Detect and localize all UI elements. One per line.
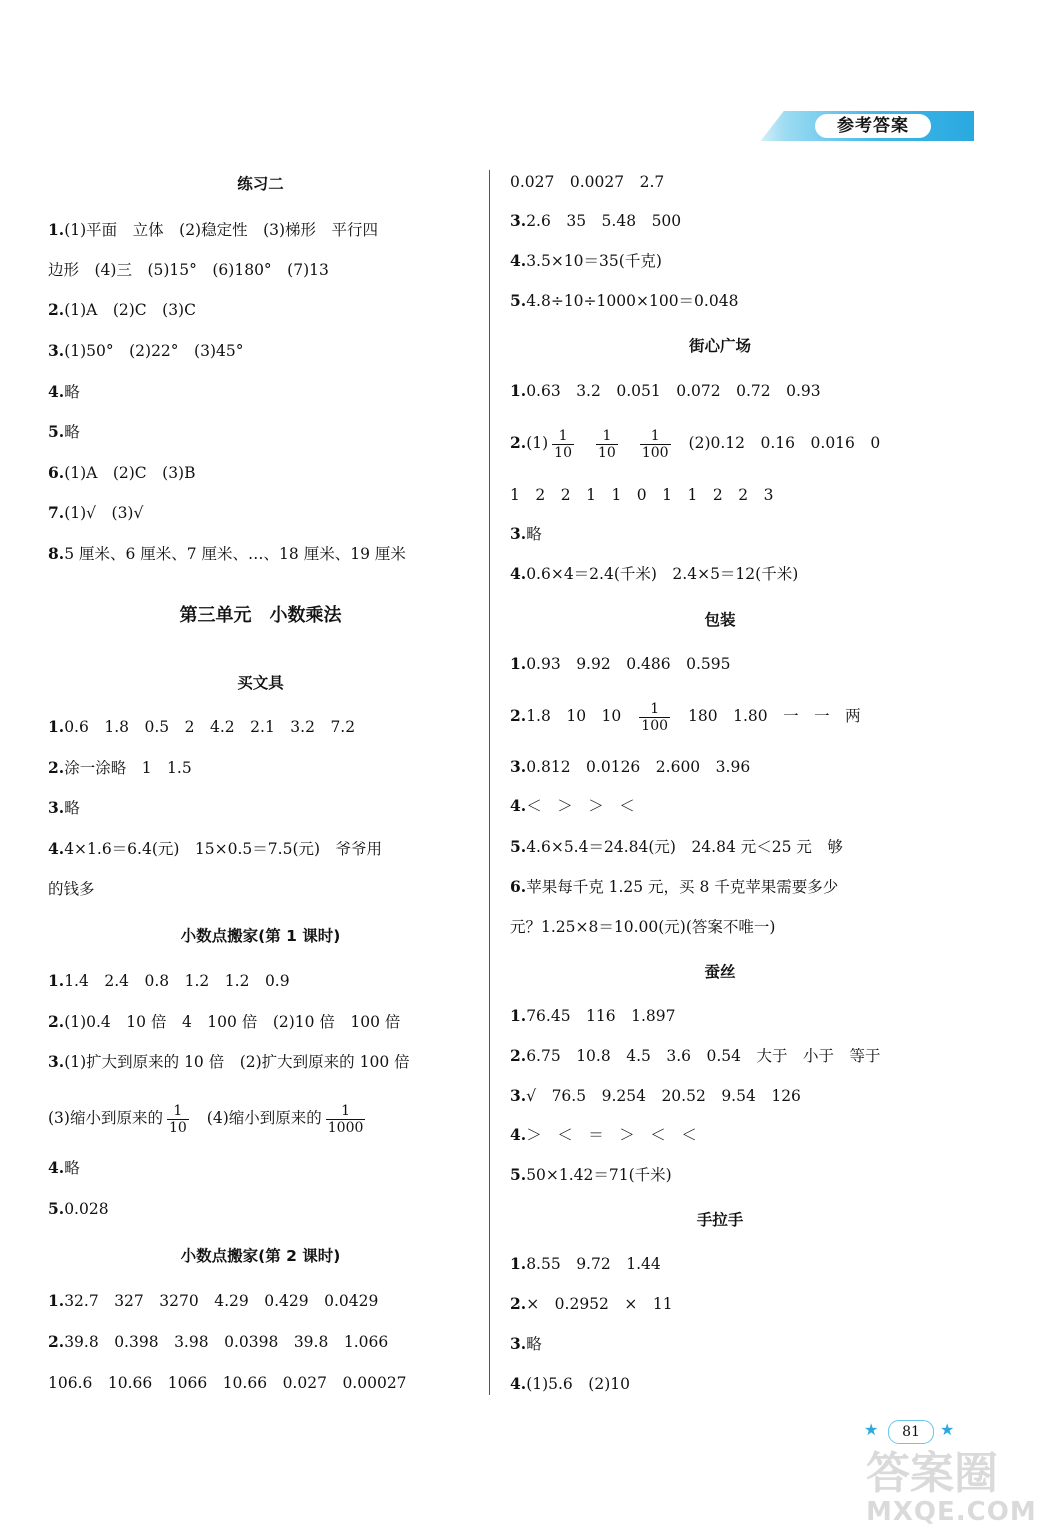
answer-line: 4.略 — [48, 382, 80, 401]
answer-line-fractions: 2.(1) $\frac{1}{10}$ $\frac{1}{10}$ $\frac{1}{100}$ (2)0.12 0.16 0.016 0 — [510, 427, 881, 461]
page-number-label: 81 — [888, 1420, 934, 1444]
answer-line: 6.苹果每千克 1.25 元，买 8 千克苹果需要多少 — [510, 877, 839, 896]
page-number — [862, 1418, 958, 1446]
answer-line: 5.略 — [48, 422, 80, 441]
answer-line: 3.(1)扩大到原来的 10 倍 (2)扩大到原来的 100 倍 — [48, 1052, 410, 1071]
answer-line: 元？1.25×8＝10.00(元)(答案不唯一) — [510, 918, 776, 936]
answer-line: 5.50×1.42＝71(千米) — [510, 1165, 672, 1184]
answer-line: 1.(1)平面 立体 (2)稳定性 (3)梯形 平行四 — [48, 220, 379, 239]
answer-line: 2.(1)A (2)C (3)C — [48, 300, 196, 319]
fraction: $\frac{1}{10}$ — [597, 427, 616, 461]
answer-line: 3.(1)50° (2)22° (3)45° — [48, 341, 244, 360]
answer-line: 3.略 — [48, 798, 80, 817]
answer-line: 5.0.028 — [48, 1199, 109, 1218]
unit-title: 第三单元 小数乘法 — [179, 605, 342, 626]
answer-line: 的钱多 — [48, 880, 95, 898]
answer-line: 2.6.75 10.8 4.5 3.6 0.54 大于 小于 等于 — [510, 1046, 881, 1065]
section-title-shoulashou: 手拉手 — [696, 1211, 744, 1229]
section-title-maiwenju: 买文具 — [237, 674, 284, 692]
answer-line: 3.0.812 0.0126 2.600 3.96 — [510, 757, 751, 776]
answer-line: 3.略 — [510, 1334, 542, 1353]
watermark-logo: 答案圈 MXQE.COM — [866, 1448, 1037, 1527]
answer-line: 1.8.55 9.72 1.44 — [510, 1254, 661, 1273]
answer-line: 0.027 0.0027 2.7 — [510, 173, 665, 191]
answer-line: 1.32.7 327 3270 4.29 0.429 0.0429 — [48, 1291, 379, 1310]
answer-line: 1.0.6 1.8 0.5 2 4.2 2.1 3.2 7.2 — [48, 717, 356, 736]
answer-line: 4.(1)5.6 (2)10 — [510, 1374, 630, 1393]
answer-line: 6.(1)A (2)C (3)B — [48, 463, 196, 482]
answer-line: 4.0.6×4＝2.4(千米) 2.4×5＝12(千米) — [510, 564, 799, 583]
column-divider — [489, 170, 490, 1395]
fraction: $\frac{1}{100}$ — [641, 700, 669, 734]
section-title-cansi: 蚕丝 — [704, 963, 736, 981]
answer-line: 4.＜ ＞ ＞ ＜ — [510, 796, 635, 815]
answer-line: 5.4.8÷10÷1000×100＝0.048 — [510, 291, 739, 310]
answer-line: 4.略 — [48, 1158, 80, 1177]
answer-line: 4.4×1.6＝6.4(元) 15×0.5＝7.5(元) 爷爷用 — [48, 839, 383, 858]
answer-line: 1.76.45 116 1.897 — [510, 1006, 676, 1025]
answer-line: 3.略 — [510, 524, 542, 543]
answer-line: 3.2.6 35 5.48 500 — [510, 211, 682, 230]
fraction: $\frac{1}{100}$ — [641, 427, 669, 461]
answer-line: 2.(1)0.4 10 倍 4 100 倍 (2)10 倍 100 倍 — [48, 1012, 401, 1031]
fraction: $\frac{1}{10}$ — [554, 427, 572, 461]
star-icon: ★ — [940, 1420, 955, 1439]
section-title-baozhuang: 包装 — [704, 611, 736, 629]
section-title-xiaoshu-1: 小数点搬家(第 1 课时) — [180, 927, 341, 945]
answer-line: 2.39.8 0.398 3.98 0.0398 39.8 1.066 — [48, 1332, 389, 1351]
answer-line: 2.× 0.2952 × 11 — [510, 1294, 673, 1313]
answer-line: 4.＞ ＜ ＝ ＞ ＜ ＜ — [510, 1125, 697, 1144]
section-title-jiexin: 街心广场 — [688, 337, 751, 355]
answer-line: 3.√ 76.5 9.254 20.52 9.54 126 — [510, 1086, 801, 1105]
fraction: $\frac{1}{10}$ — [168, 1102, 187, 1136]
section-title-xiaoshu-2: 小数点搬家(第 2 课时) — [180, 1247, 341, 1265]
answer-line: 106.6 10.66 1066 10.66 0.027 0.00027 — [48, 1374, 407, 1392]
header-label: 参考答案 — [815, 114, 931, 138]
fraction: $\frac{1}{1000}$ — [327, 1102, 364, 1136]
answer-line: 1.1.4 2.4 0.8 1.2 1.2 0.9 — [48, 971, 290, 990]
section-title-lianxi: 练习二 — [237, 175, 284, 193]
answer-line: 1.0.93 9.92 0.486 0.595 — [510, 654, 731, 673]
answer-line: 4.3.5×10＝35(千克) — [510, 251, 662, 270]
answer-line: 8.5 厘米、6 厘米、7 厘米、…、18 厘米、19 厘米 — [48, 544, 406, 563]
answer-line: 2.涂一涂略 1 1.5 — [48, 758, 192, 777]
answer-line: 1.0.63 3.2 0.051 0.072 0.72 0.93 — [510, 381, 821, 400]
answer-line: 5.4.6×5.4＝24.84(元) 24.84 元＜25 元 够 — [510, 837, 843, 856]
answer-line: 1 2 2 1 1 0 1 1 2 2 3 — [510, 486, 774, 504]
answer-line: 边形 (4)三 (5)15° (6)180° (7)13 — [48, 261, 329, 279]
answer-line-fractions: (3)缩小到原来的 $\frac{1}{10}$ (4)缩小到原来的 $\frac{1}{1000}$ — [48, 1102, 364, 1136]
answer-line: 7.(1)√ (3)√ — [48, 503, 144, 522]
answer-line-fractions: 2.1.8 10 10 $\frac{1}{100}$ 180 1.80 一 一 两 — [510, 700, 861, 734]
star-icon: ★ — [864, 1420, 879, 1439]
